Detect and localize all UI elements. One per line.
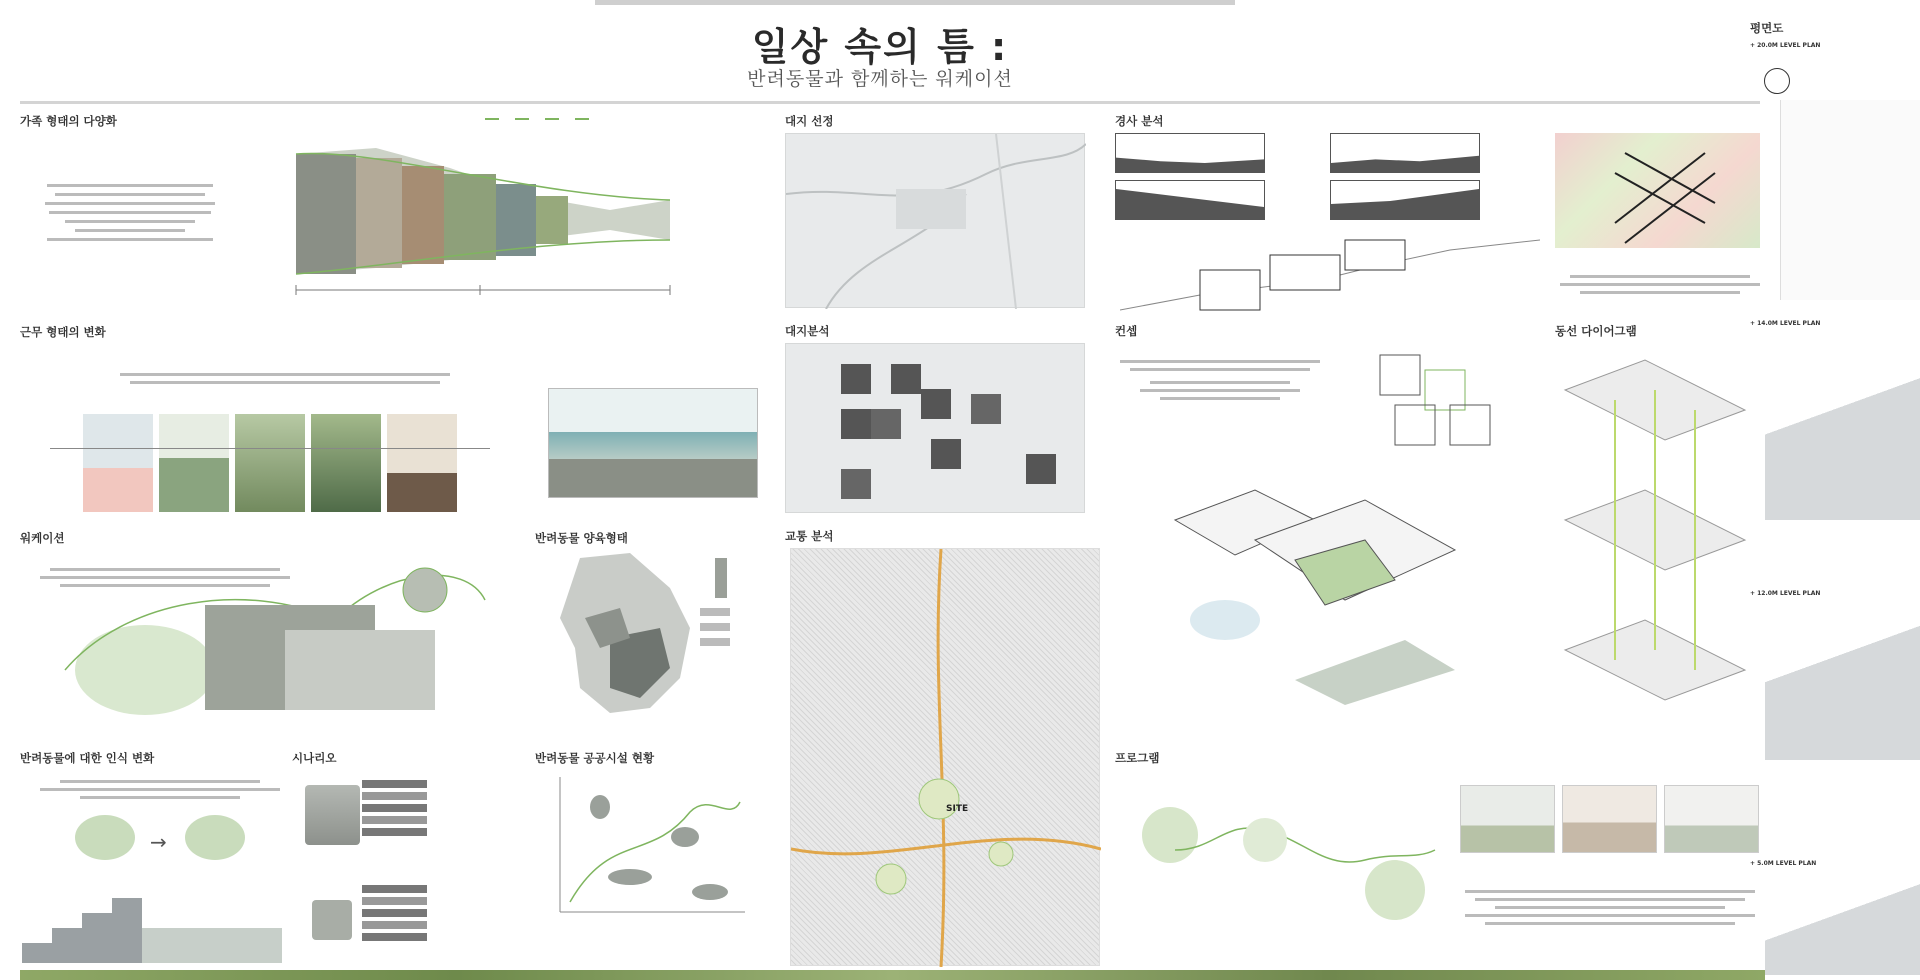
korea-map-graphic xyxy=(540,548,740,728)
title-divider xyxy=(20,101,1760,104)
site-roads xyxy=(786,134,1086,309)
section-title-work: 근무 형태의 변화 xyxy=(20,325,106,339)
section-title-traffic: 교통 분석 xyxy=(785,529,834,543)
traffic-roads xyxy=(791,549,1101,967)
awareness-body-text xyxy=(40,775,280,804)
scenario-dog-image xyxy=(312,900,352,940)
slope-section-c xyxy=(1115,180,1265,220)
concept-diagram xyxy=(1375,350,1505,450)
building-section-drawing xyxy=(1120,235,1540,320)
legend-swatch xyxy=(485,118,499,120)
section-title-circulation: 동선 다이어그램 xyxy=(1555,324,1637,338)
section-title-scenario: 시나리오 xyxy=(292,751,337,765)
plan-12-drawing xyxy=(1765,610,1920,760)
slope-section-a xyxy=(1115,133,1265,173)
circulation-exploded-diagram xyxy=(1555,350,1755,730)
scenario-people-image xyxy=(305,785,360,845)
plan-20-drawing xyxy=(1780,100,1920,300)
scenario-table-1 xyxy=(362,780,427,865)
top-rule xyxy=(595,0,1235,5)
photo-forest-work xyxy=(310,413,382,513)
section-title-site-analysis: 대지분석 xyxy=(785,324,830,338)
awareness-after-blob xyxy=(185,815,245,860)
legend-swatch xyxy=(515,118,529,120)
plan-level-5: + 5.0M LEVEL PLAN xyxy=(1750,860,1817,867)
workation-view-render xyxy=(548,388,758,498)
scenario-table-2 xyxy=(362,885,427,965)
plan-5-drawing xyxy=(1765,880,1920,975)
traffic-map xyxy=(790,548,1100,966)
awareness-before-blob xyxy=(75,815,135,860)
site-analysis-map xyxy=(785,343,1085,513)
family-timeline-graphic xyxy=(280,140,700,300)
slope-section-b xyxy=(1330,133,1480,173)
poster-title: 일상 속의 틈 : xyxy=(751,25,1009,69)
program-diagram xyxy=(1135,790,1445,930)
section-title-pet-facilities: 반려동물 공공시설 현황 xyxy=(535,751,655,765)
plan-level-20: + 20.0M LEVEL PLAN xyxy=(1750,42,1821,49)
photo-beach xyxy=(82,413,154,513)
photo-mountain xyxy=(158,413,230,513)
axonometric-building xyxy=(1165,470,1475,705)
section-title-pet-awareness: 반려동물에 대한 인식 변화 xyxy=(20,751,155,765)
interior-render-1 xyxy=(1460,785,1555,853)
terrain-cross-lines xyxy=(1555,133,1760,248)
work-axis-line xyxy=(50,448,490,449)
section-title-slope: 경사 분석 xyxy=(1115,114,1164,128)
interior-render-3 xyxy=(1664,785,1759,853)
bottom-grass-strip xyxy=(20,970,1765,980)
section-title-pet-types: 반려동물 양육형태 xyxy=(535,531,628,545)
workation-illustration xyxy=(45,560,495,720)
site-analysis-grid xyxy=(786,344,1086,514)
awareness-stepped-diagram xyxy=(22,868,282,968)
photo-room xyxy=(386,413,458,513)
site-selection-map xyxy=(785,133,1085,308)
arrow-right-icon: → xyxy=(150,830,167,854)
section-title-floor-plan: 평면도 xyxy=(1750,21,1784,35)
section-title-concept: 컨셉 xyxy=(1115,324,1138,338)
plan-14-drawing xyxy=(1765,340,1920,520)
north-arrow-icon xyxy=(1764,68,1790,94)
site-marker-label: SITE xyxy=(946,804,969,814)
program-body-text xyxy=(1465,885,1755,930)
family-body-text xyxy=(35,178,225,247)
interior-render-2 xyxy=(1562,785,1657,853)
pet-facilities-chart xyxy=(550,772,750,922)
slope-section-d xyxy=(1330,180,1480,220)
terrain-analysis-map xyxy=(1555,133,1760,248)
terrain-body-text xyxy=(1560,270,1760,299)
poster-subtitle: 반려동물과 함께하는 워케이션 xyxy=(747,68,1013,90)
section-title-family: 가족 형태의 다양화 xyxy=(20,114,117,128)
plan-level-14: + 14.0M LEVEL PLAN xyxy=(1750,320,1821,327)
plan-level-12: + 12.0M LEVEL PLAN xyxy=(1750,590,1821,597)
legend-swatch xyxy=(575,118,589,120)
work-body-text xyxy=(120,368,450,389)
photo-people-park xyxy=(234,413,306,513)
section-title-program: 프로그램 xyxy=(1115,751,1160,765)
section-title-workation: 워케이션 xyxy=(20,531,65,545)
section-title-site-selection: 대지 선정 xyxy=(785,114,834,128)
legend-swatch xyxy=(545,118,559,120)
concept-body-text xyxy=(1120,355,1320,405)
